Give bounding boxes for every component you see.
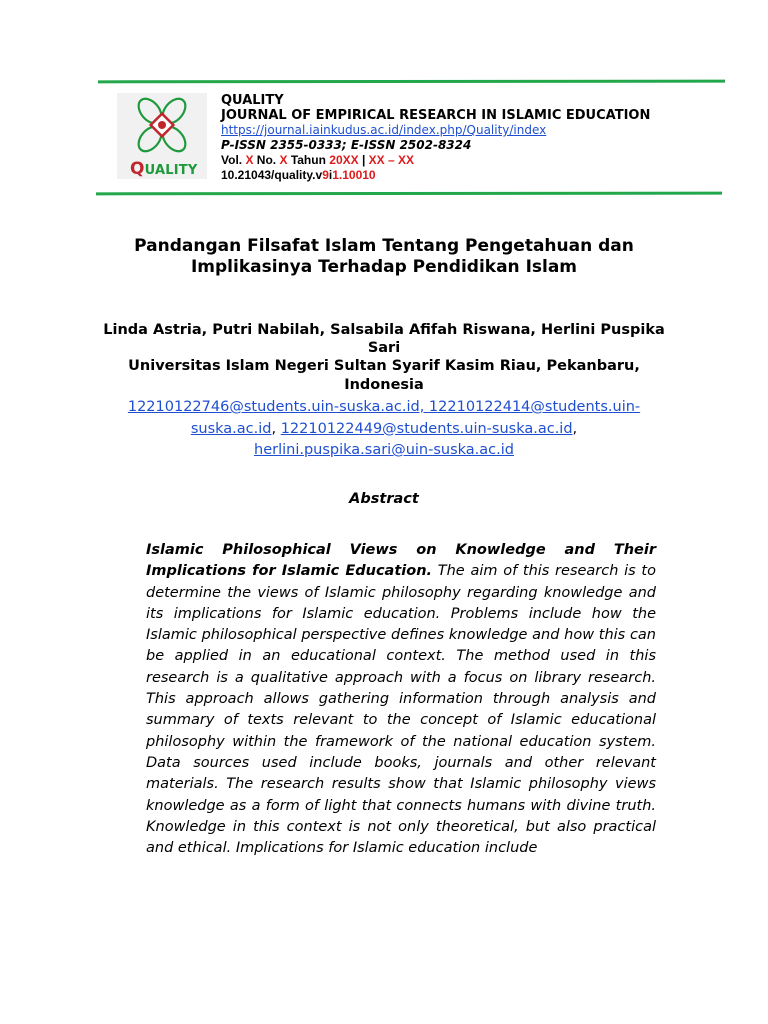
email-link[interactable]: 12210122746@students.uin-suska.ac.id, 12210122414@students.uin-suska.ac.id xyxy=(127,399,641,437)
journal-short-name: QUALITY xyxy=(221,93,284,108)
journal-info xyxy=(221,93,650,182)
header-rule-bottom xyxy=(96,192,722,196)
abstract-heading: Abstract xyxy=(349,491,419,507)
journal-full-name: JOURNAL OF EMPIRICAL RESEARCH IN ISLAMIC EDUCATION xyxy=(221,108,651,123)
journal-url-link[interactable]: https://journal.iainkudus.ac.id/index.php/Quality/index xyxy=(221,123,547,137)
email-link[interactable]: 12210122449@students.uin-suska.ac.id xyxy=(280,420,573,437)
logo-wordmark: QUALITY xyxy=(130,159,198,179)
journal-issn: P-ISSN 2355-0333; E-ISSN 2502-8324 xyxy=(221,138,472,152)
quality-logo xyxy=(117,93,207,179)
author-list: Linda Astria, Putri Nabilah, Salsabila Afifah Riswana, Herlini Puspika Sari xyxy=(103,322,665,356)
article-title: Pandangan Filsafat Islam Tentang Pengetahuan dan Implikasinya Terhadap Pendidikan Islam xyxy=(134,236,634,277)
author-affiliation: Universitas Islam Negeri Sultan Syarif Kasim Riau, Pekanbaru, Indonesia xyxy=(128,358,640,393)
header-rule-top xyxy=(98,80,725,84)
abstract-text: The aim of this research is to determine the views of Islamic philosophy regarding knowledge and its implications for Islamic education. Problems include how the Islamic philosophical perspective defines knowledge and how this can be applied in an educational context. The method used in this research is a qualitative approach with a focus on library research. This approach allows gathering information through analysis and summary of texts relevant to the concept of Islamic educational philosophy within the framework of the national education system. Data sources used include books, journals and other relevant materials. The research results show that Islamic philosophy views knowledge as a form of light that connects humans with divine truth. Knowledge in this context is not only theoretical, but also practical and ethical. Implications for Islamic education include xyxy=(146,563,656,857)
journal-doi: 10.21043/quality.v9i1.10010 xyxy=(221,167,376,182)
abstract-body xyxy=(146,540,656,859)
author-emails: 12210122746@students.uin-suska.ac.id, 12210122414@students.uin-suska.ac.id, 12210122449@students.uin-suska.ac.id, herlini.puspika.sari@uin-suska.ac.id xyxy=(127,399,641,458)
email-link[interactable]: herlini.puspika.sari@uin-suska.ac.id xyxy=(254,442,514,458)
journal-volume-line: Vol. X No. X Tahun 20XX | XX – XX xyxy=(221,153,415,167)
abstract-lead: Islamic Philosophical Views on Knowledge and Their Implications for Islamic Education. xyxy=(146,542,656,580)
